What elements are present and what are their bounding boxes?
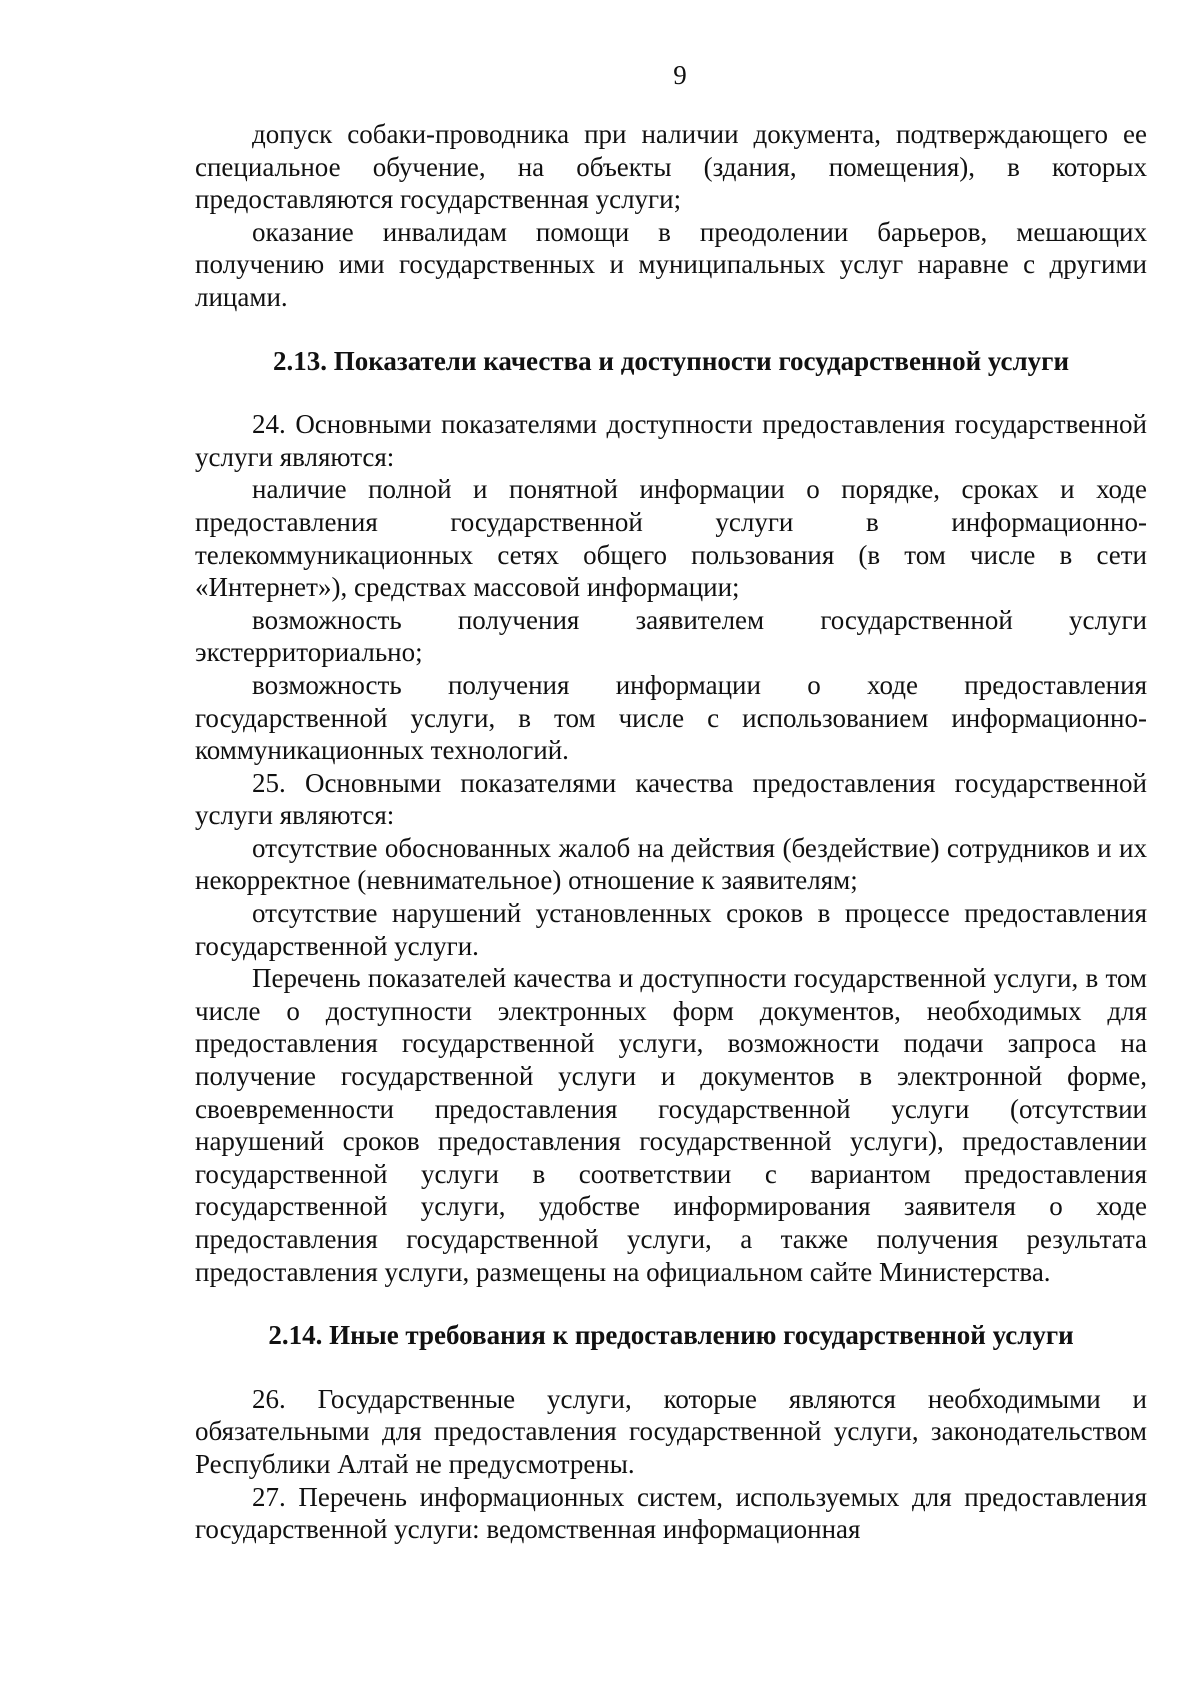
document-body bbox=[195, 118, 1147, 1546]
page-number: 9 bbox=[673, 60, 687, 90]
paragraph: Перечень показателей качества и доступности государственной услуги, в том числе о доступности электронных форм документов, необходимых для предоставления государственной услуги, возможности подачи запроса на получение государственной услуги и документов в электронной форме, своевременности предоставления государственной услуги (отсутствии нарушений сроков предоставления государственной услуги), предоставлении государственной услуги в соответствии с вариантом предоставления государственной услуги, удобстве информирования заявителя о ходе предоставления государственной услуги, а также получения результата предоставления услуги, размещены на официальном сайте Министерства. bbox=[195, 963, 1147, 1287]
paragraph: допуск собаки-проводника при наличии документа, подтверждающего ее специальное обучение, на объекты (здания, помещения), в которых предоставляются государственная услуги; bbox=[195, 119, 1147, 215]
paragraph: наличие полной и понятной информации о порядке, сроках и ходе предоставления государственной услуги в информационно-телекоммуникационных сетях общего пользования (в том числе в сети «Интернет»), средствах массовой информации; bbox=[195, 474, 1147, 603]
section-heading-2-13: 2.13. Показатели качества и доступности государственной услуги bbox=[273, 345, 1069, 376]
paragraph-24: 24. Основными показателями доступности предоставления государственной услуги являются: bbox=[195, 409, 1147, 472]
paragraph: отсутствие обоснованных жалоб на действия (бездействие) сотрудников и их некорректное (невнимательное) отношение к заявителям; bbox=[195, 832, 1147, 896]
paragraph: оказание инвалидам помощи в преодолении барьеров, мешающих получению ими государственных и муниципальных услуг наравне с другими лицами. bbox=[195, 216, 1147, 312]
paragraph: возможность получения заявителем государственной услуги экстерриториально; bbox=[195, 604, 1147, 668]
paragraph-26: 26. Государственные услуги, которые являются необходимыми и обязательными для предоставления государственной услуги, законодательством Республики Алтай не предусмотрены. bbox=[195, 1383, 1147, 1479]
paragraph: возможность получения информации о ходе предоставления государственной услуги, в том числе с использованием информационно-коммуникационных технологий. bbox=[195, 669, 1147, 766]
paragraph-25: 25. Основными показателями качества предоставления государственной услуги являются: bbox=[195, 767, 1147, 831]
paragraph-27: 27. Перечень информационных систем, используемых для предоставления государственной услуги: ведомственная информационная bbox=[195, 1481, 1147, 1545]
paragraph: отсутствие нарушений установленных сроков в процессе предоставления государственной услуги. bbox=[195, 898, 1147, 961]
section-heading-2-14: 2.14. Иные требования к предоставлению государственной услуги bbox=[268, 1320, 1074, 1351]
